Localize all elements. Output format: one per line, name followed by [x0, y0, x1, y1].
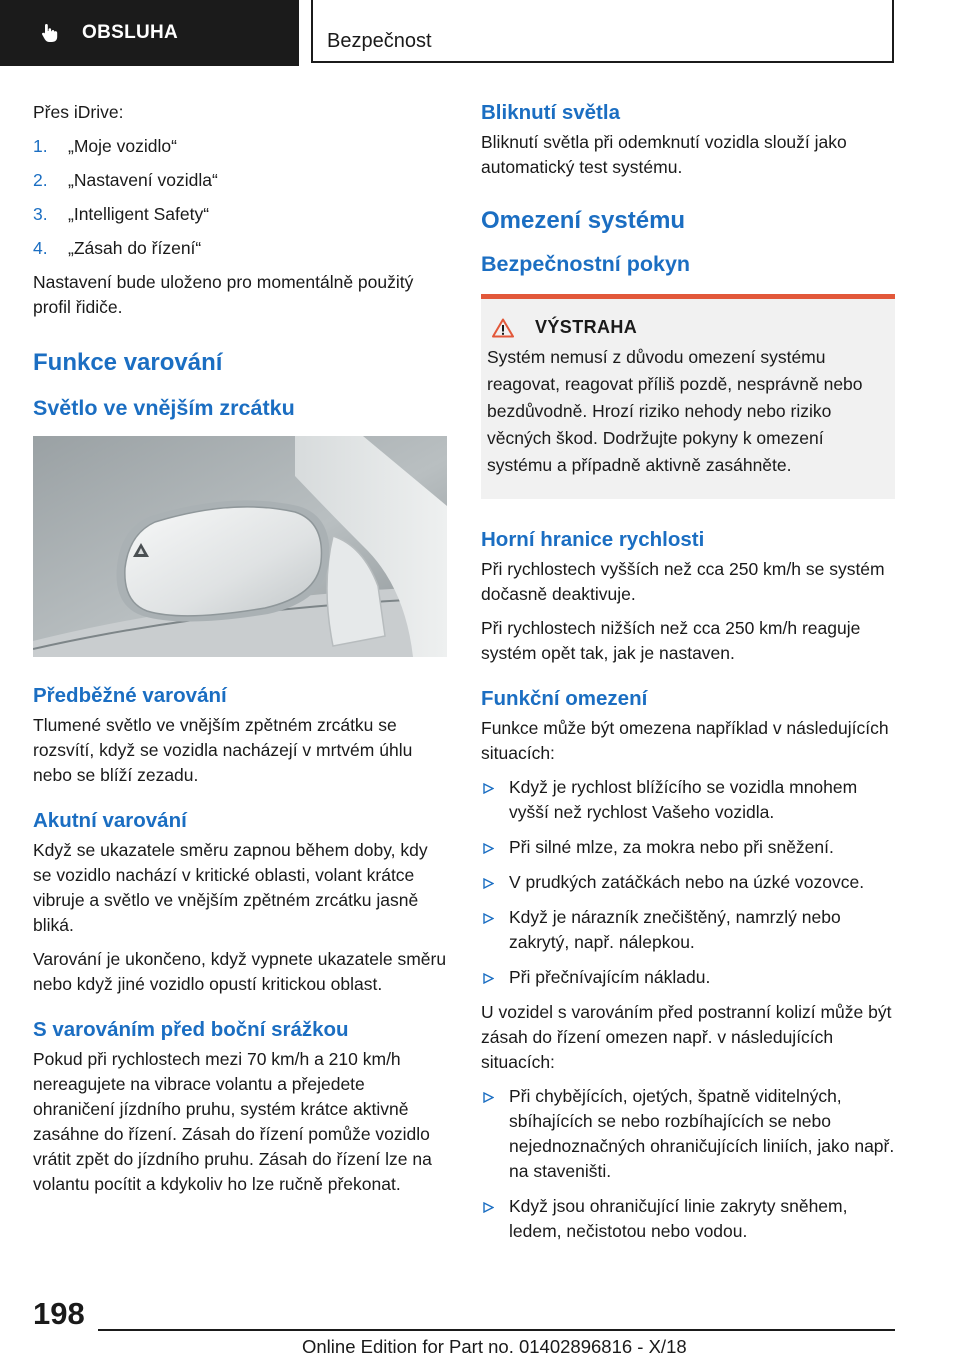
triangle-right-icon [483, 1202, 494, 1213]
section-tab[interactable] [0, 0, 299, 66]
saved-note: Nastavení bude uloženo pro momentálně použitý profil řidiče. [33, 272, 414, 317]
warning-header [487, 317, 889, 338]
hand-pointer-icon [38, 21, 62, 45]
speed-text-1: Při rychlostech vyšších než cca 250 km/h se systém dočasně deaktivuje. [481, 559, 885, 604]
heading-system-limits: Omezení systému [481, 207, 686, 234]
list-item: 4. „Zásah do řízení“ [33, 238, 202, 258]
chapter-title: Bezpečnost [327, 30, 432, 52]
warning-triangle-icon [492, 318, 514, 338]
idrive-steps [33, 134, 447, 261]
warning-label: VÝSTRAHA [535, 317, 638, 337]
list-item: Při silné mlze, za mokra nebo při sněžení. [481, 835, 895, 860]
list-item: Když je rychlost blížícího se vozidla mnohem vyšší než rychlost Vašeho vozidla. [481, 775, 895, 825]
right-column [481, 100, 895, 1254]
heading-safety-note: Bezpečnostní pokyn [481, 252, 691, 276]
triangle-right-icon [483, 973, 494, 984]
side-collision-text: Pokud při rychlostech mezi 70 km/h a 210 km/h nereagujete na vibrace volantu a přejedete ohraničení jízdního pruhu, systém krátce aktivně zasáhne do řízení. Zásah do řízení pomůže vozidlo vrátit zpět do jízdního pruhu. Zásah do řízení lze na volantu pocítit a kdykoliv ho lze ručně překonat. [33, 1049, 432, 1194]
page-number: 198 [33, 1296, 85, 1331]
list-item: V prudkých zatáčkách nebo na úzké vozovce. [481, 870, 895, 895]
list-item: Když jsou ohraničující linie zakryty sněhem, ledem, nečistotou nebo vodou. [481, 1194, 895, 1244]
functional-limits-list [481, 775, 895, 990]
heading-side-collision: S varováním před boční srážkou [33, 1018, 349, 1041]
heading-mirror-light: Světlo ve vnějším zrcátku [33, 396, 295, 420]
list-item: Při chybějících, ojetých, špatně viditelných, sbíhajících se nebo rozbíhajících se nebo nejednoznačných ohraničujících liniích, jako např. na staveništi. [481, 1084, 895, 1184]
triangle-right-icon [483, 1092, 494, 1103]
heading-light-flash: Bliknutí světla [481, 101, 620, 124]
list-item: Při přečnívajícím nákladu. [481, 965, 895, 990]
footer-divider [98, 1329, 895, 1331]
triangle-right-icon [483, 783, 494, 794]
steering-limits-list [481, 1084, 895, 1244]
steering-limits-intro: U vozidel s varováním před postranní kolizí může být zásah do řízení omezen např. v následujících situacích: [481, 1002, 892, 1072]
acute-warning-text-2: Varování je ukončeno, když vypnete ukazatele směru nebo když jiné vozidlo opustí kritickou oblast. [33, 949, 447, 994]
acute-warning-text-1: Když se ukazatele směru zapnou během doby, kdy se vozidlo nachází v kritické oblasti, volant krátce vibruje a světlo ve vnějším zpětném zrcátku jasně bliká. [33, 840, 428, 935]
heading-pre-warning: Předběžné varování [33, 684, 227, 707]
section-tab-label: OBSLUHA [82, 22, 179, 43]
left-column [33, 100, 447, 1206]
light-flash-text: Bliknutí světla při odemknutí vozidla slouží jako automatický test systému. [481, 132, 847, 177]
speed-text-2: Při rychlostech nižších než cca 250 km/h reaguje systém opět tak, jak je nastaven. [481, 618, 861, 663]
triangle-right-icon [483, 878, 494, 889]
chapter-header [311, 0, 894, 63]
heading-acute-warning: Akutní varování [33, 809, 187, 832]
heading-functional-limits: Funkční omezení [481, 687, 648, 710]
pre-warning-text: Tlumené světlo ve vnějším zpětném zrcátku se rozsvítí, když se vozidla nacházejí v mrtvém úhlu nebo se blíží zezadu. [33, 715, 413, 785]
idrive-intro: Přes iDrive: [33, 102, 124, 122]
mirror-illustration [33, 436, 447, 657]
list-item: 3. „Intelligent Safety“ [33, 204, 210, 224]
warning-box [481, 294, 895, 499]
list-item: Když je nárazník znečištěný, namrzlý nebo zakrytý, např. nálepkou. [481, 905, 895, 955]
triangle-right-icon [483, 843, 494, 854]
edition-footer: Online Edition for Part no. 01402896816 - X/18 [302, 1336, 687, 1357]
list-item: 1. „Moje vozidlo“ [33, 136, 177, 156]
heading-speed-limit: Horní hranice rychlosti [481, 528, 705, 551]
heading-warning-function: Funkce varování [33, 349, 223, 376]
warning-text: Systém nemusí z důvodu omezení systému reagovat, reagovat příliš pozdě, nesprávně nebo bezdůvodně. Hrozí riziko nehody nebo riziko věcných škod. Dodržujte pokyny k omezení systému a případně aktivně zasáhněte. [487, 347, 863, 475]
triangle-right-icon [483, 913, 494, 924]
functional-limits-intro: Funkce může být omezena například v následujících situacích: [481, 718, 889, 763]
list-item: 2. „Nastavení vozidla“ [33, 170, 218, 190]
